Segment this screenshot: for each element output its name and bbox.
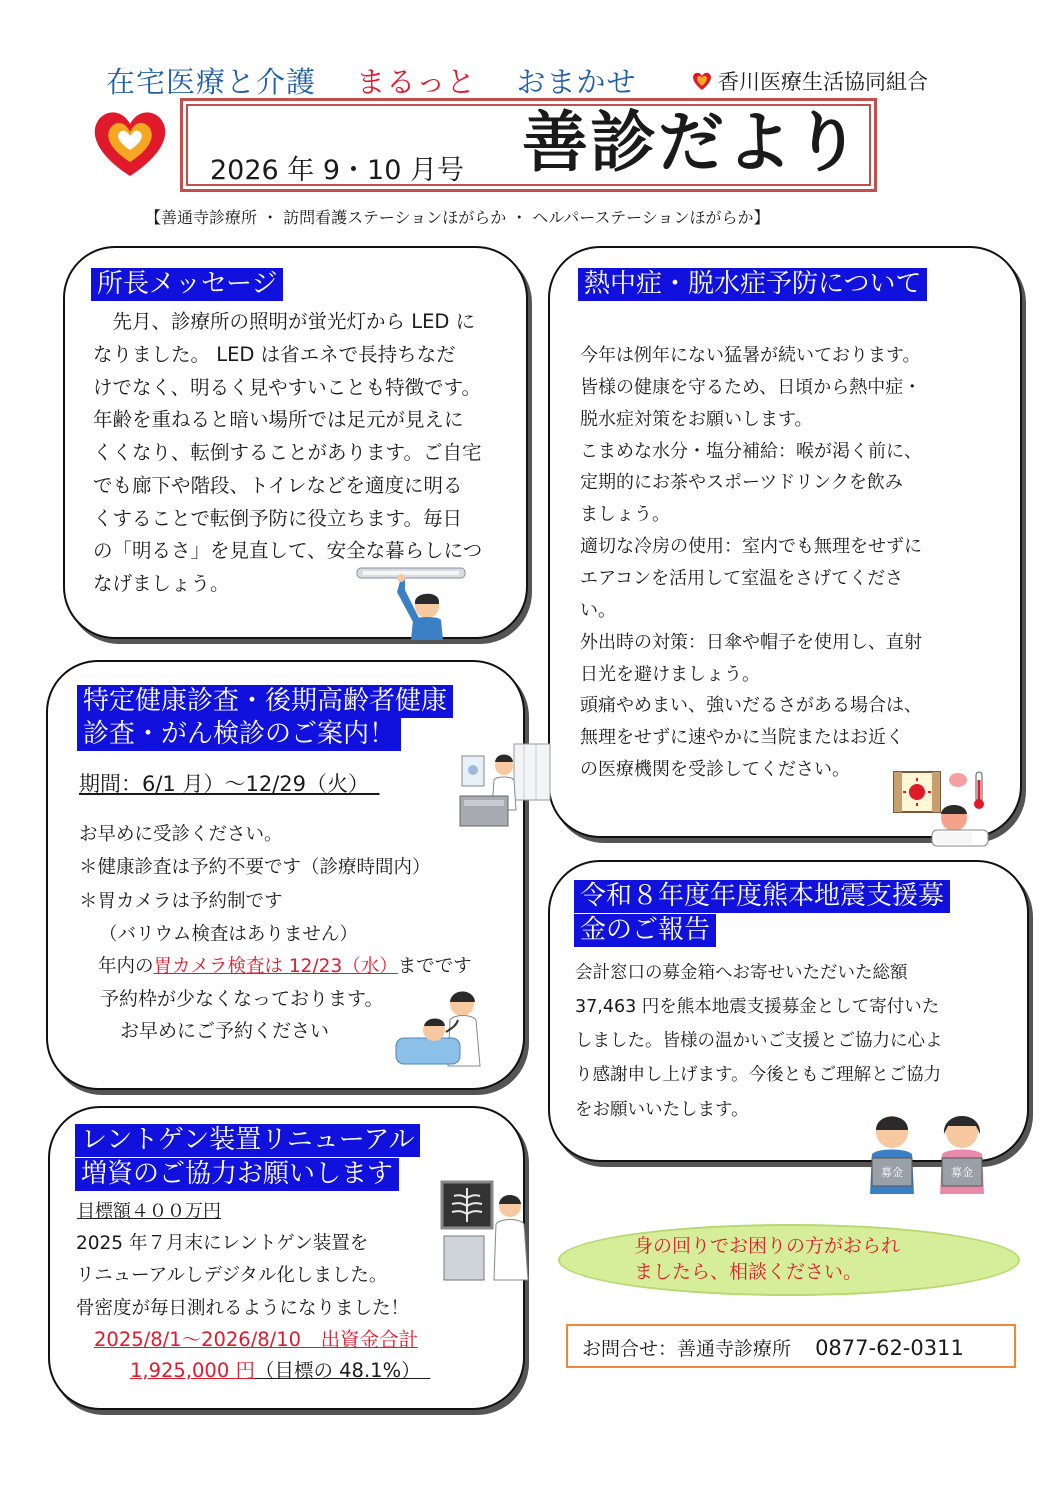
xray-heading-line2: 増資のご協力お願いします bbox=[75, 1158, 399, 1191]
text-line: の「明るさ」を見直して、安全な暮らしにつ bbox=[93, 539, 483, 563]
xray-goal bbox=[77, 1198, 221, 1225]
organization-name bbox=[690, 66, 928, 96]
donation-box-label: 募金 bbox=[881, 1166, 903, 1179]
total-label: 2025/8/1～2026/8/10 出資金合計 bbox=[94, 1328, 419, 1351]
donation-text bbox=[575, 956, 943, 1127]
text-line: 外出時の対策：日傘や帽子を使用し、直射 bbox=[580, 631, 922, 653]
coop-heart-logo bbox=[88, 108, 172, 178]
text-line: 2025 年７月末にレントゲン装置を bbox=[76, 1233, 369, 1254]
text-line: でも廊下や階段、トイレなどを適度に明る bbox=[93, 473, 463, 497]
total-amount-line bbox=[94, 1355, 430, 1386]
text-line: 定期的にお茶やスポーツドリンクを飲み bbox=[580, 472, 903, 494]
contact-label: お問合せ：善通寺診療所 bbox=[582, 1338, 792, 1360]
heatstroke-text bbox=[580, 340, 922, 786]
checkup-heading-line2: 診査・がん検診のご案内！ bbox=[77, 718, 401, 751]
text-line: エアコンを活用して室温をさげてくださ bbox=[580, 568, 904, 590]
total-amount: 1,925,000 円 bbox=[130, 1359, 255, 1383]
text-line: こまめな水分・塩分補給：喉が渇く前に、 bbox=[580, 440, 922, 462]
text-line: 骨密度が毎日測れるようになりました！ bbox=[76, 1297, 410, 1319]
donation-heading-line2: 金のご報告 bbox=[574, 914, 716, 947]
gastro-notice bbox=[98, 950, 472, 983]
text-line: 先月、診療所の照明が蛍光灯から LED に bbox=[93, 310, 476, 333]
text-line: 日光を避けましょう。 bbox=[580, 663, 760, 685]
text-line: ＊健康診査は予約不要です（診療時間内） bbox=[79, 857, 431, 879]
checkup-period bbox=[79, 770, 380, 799]
director-text bbox=[93, 306, 482, 601]
slogan bbox=[106, 60, 636, 101]
org-name-text: 香川医療生活協同組合 bbox=[718, 70, 928, 94]
total-percent: （目標の 48.1%） bbox=[254, 1359, 411, 1383]
text-line: くくなり、転倒することがあります。ご自宅 bbox=[93, 441, 482, 464]
facilities-line: 【善通寺診療所 ・ 訪問看護ステーションほがらか ・ ヘルパーステーションほがらか】 bbox=[145, 208, 770, 227]
text-line: をお願いいたします。 bbox=[575, 1099, 749, 1120]
gastro-deadline: 胃カメラ検査は 12/23（水） bbox=[153, 956, 398, 977]
slogan-part1: 在宅医療と介護 bbox=[106, 65, 317, 99]
heatstroke-person-illustration bbox=[892, 766, 992, 850]
text-line: けでなく、明るく見やすいことも特徴です。 bbox=[93, 375, 482, 399]
checkup-text bbox=[79, 818, 431, 951]
period-text: 期間：6/1 月）～12/29（火） bbox=[79, 772, 359, 796]
contact-box bbox=[566, 1324, 1016, 1368]
director-heading: 所長メッセージ bbox=[91, 268, 283, 301]
endoscopy-exam-illustration bbox=[394, 986, 498, 1070]
heatstroke-heading: 熱中症・脱水症予防について bbox=[578, 268, 927, 301]
contact-phone[interactable]: 0877-62-0311 bbox=[815, 1336, 964, 1360]
issue-label: 2026 年 9・10 月号 bbox=[210, 155, 464, 186]
doctor-desk-illustration bbox=[458, 740, 554, 830]
text-line: 予約枠が少なくなっております。 bbox=[100, 988, 384, 1010]
reservation-text bbox=[100, 983, 383, 1048]
text-line: 37,463 円を熊本地震支援募金として寄付いた bbox=[575, 997, 940, 1018]
notice-prefix: 年内の bbox=[98, 956, 154, 977]
text-line: の医療機関を受診してください。 bbox=[580, 759, 850, 781]
text-line: お早めにご予約ください bbox=[120, 1020, 330, 1043]
xray-heading-line1: レントゲン装置リニューアル bbox=[75, 1124, 420, 1157]
text-line: なりました。 LED は省エネで長持ちなだ bbox=[93, 342, 456, 366]
text-line: 適切な冷房の使用：室内でも無理をせずに bbox=[580, 536, 922, 558]
coop-logo-icon bbox=[690, 70, 714, 92]
consultation-text bbox=[634, 1234, 900, 1285]
text-line: お早めに受診ください。 bbox=[79, 824, 283, 845]
xray-text bbox=[76, 1228, 409, 1325]
text-line: い。 bbox=[580, 599, 616, 621]
xray-doctor-illustration bbox=[440, 1180, 536, 1284]
text-line: り感謝申し上げます。今後ともご理解とご協力 bbox=[575, 1065, 942, 1086]
goal-text: 目標額４００万円 bbox=[77, 1201, 221, 1222]
text-line: しました。皆様の温かいご支援とご協力に心よ bbox=[575, 1031, 943, 1052]
text-line: ましょう。 bbox=[580, 504, 670, 526]
text-line: 脱水症対策をお願いします。 bbox=[580, 408, 813, 430]
checkup-heading-line1: 特定健康診査・後期高齢者健康 bbox=[77, 685, 453, 718]
text-line: 身の回りでお困りの方がおられ bbox=[634, 1235, 901, 1257]
investment-total bbox=[94, 1324, 430, 1386]
donation-box-label: 募金 bbox=[951, 1166, 973, 1179]
text-line: 無理をせずに速やかに当院またはお近く bbox=[580, 727, 904, 749]
text-line: ましたら、相談ください。 bbox=[634, 1260, 863, 1283]
text-line: くすることで転倒予防に役立ちます。毎日 bbox=[93, 506, 462, 530]
slogan-part2: まるっと bbox=[356, 65, 477, 99]
text-line: なげましょう。 bbox=[93, 572, 230, 595]
text-line: ＊胃カメラは予約制です bbox=[79, 890, 283, 912]
text-line: 頭痛やめまい、強いだるさがある場合は、 bbox=[580, 695, 922, 717]
text-line: 会計窓口の募金箱へお寄せいただいた総額 bbox=[575, 963, 908, 983]
text-line: 年齢を重ねると暗い場所では足元が見えに bbox=[93, 408, 464, 432]
led-light-worker-illustration bbox=[355, 562, 470, 642]
fundraising-children-illustration bbox=[858, 1108, 998, 1196]
notice-suffix: までです bbox=[397, 956, 472, 977]
text-line: リニューアルしデジタル化しました。 bbox=[76, 1265, 388, 1287]
slogan-part3: おまかせ bbox=[516, 65, 637, 99]
donation-heading-line1: 令和８年度年度熊本地震支援募 bbox=[574, 880, 950, 913]
newsletter-title: 善診だより bbox=[522, 104, 862, 181]
text-line: （バリウム検査はありません） bbox=[99, 923, 358, 945]
text-line: 今年は例年にない猛暑が続いております。 bbox=[580, 345, 921, 366]
text-line: 皆様の健康を守るため、日頃から熱中症・ bbox=[580, 376, 922, 398]
